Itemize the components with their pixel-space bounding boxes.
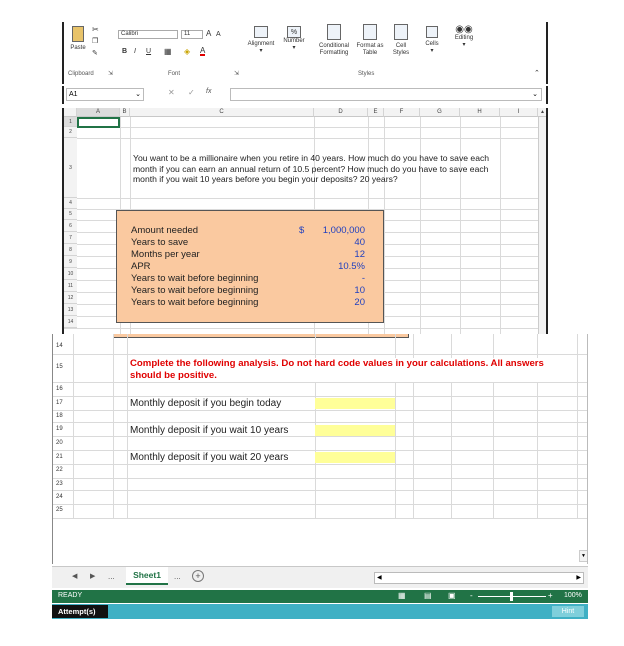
attempts-label: Attempt(s) bbox=[52, 605, 108, 618]
column-header-a[interactable]: A bbox=[77, 108, 120, 117]
cell-styles-button[interactable]: Cell Styles bbox=[388, 24, 414, 57]
row-header[interactable]: 24 bbox=[56, 494, 63, 500]
column-header-i[interactable]: I bbox=[500, 108, 538, 117]
row-header[interactable]: 23 bbox=[56, 481, 63, 487]
gridline bbox=[53, 410, 588, 411]
scroll-right-icon[interactable]: ▶ bbox=[576, 575, 581, 581]
gridline bbox=[420, 117, 421, 334]
row-header[interactable]: 13 bbox=[64, 304, 77, 316]
row-header[interactable]: 3 bbox=[64, 138, 77, 198]
gridline bbox=[53, 382, 588, 383]
fx-icon[interactable]: fx bbox=[206, 88, 212, 95]
bold-button[interactable]: B bbox=[122, 48, 128, 55]
prev-sheet-icon[interactable]: ◀ bbox=[72, 573, 78, 580]
more-sheets-left[interactable]: ... bbox=[108, 572, 115, 581]
scroll-up-icon[interactable]: ▲ bbox=[538, 108, 548, 117]
tab-sheet1[interactable]: Sheet1 bbox=[126, 567, 168, 585]
grow-font-button[interactable]: A bbox=[206, 29, 212, 38]
problem-statement: You want to be a millionaire when you retire in 40 years. How much do you have to save each month if you can earn an annual return of 10.5 percent? How much do you have to save each month if you wait 10 years before you begin your deposits? 20 years? bbox=[133, 153, 490, 184]
input-value[interactable]: 40 bbox=[354, 237, 365, 248]
gridline bbox=[53, 436, 588, 437]
input-label: APR bbox=[131, 261, 151, 272]
answer-cell-20-years[interactable] bbox=[315, 452, 395, 463]
row-header[interactable]: 22 bbox=[56, 467, 63, 473]
number-button[interactable]: % Number ▾ bbox=[280, 26, 308, 52]
currency-symbol: $ bbox=[299, 225, 305, 236]
input-box-bottom-edge bbox=[113, 334, 409, 338]
row-header[interactable]: 5 bbox=[64, 209, 77, 220]
group-font-label: Font bbox=[168, 71, 181, 77]
format-as-table-button[interactable]: Format as Table bbox=[356, 24, 384, 57]
conditional-formatting-button[interactable]: Conditional Formatting bbox=[314, 24, 354, 57]
font-launcher-icon[interactable]: ⇲ bbox=[234, 71, 240, 77]
vertical-scrollbar[interactable] bbox=[538, 117, 548, 334]
select-all-corner[interactable] bbox=[64, 108, 77, 117]
input-label: Years to wait before beginning bbox=[131, 285, 259, 296]
name-box[interactable]: A1 ⌄ bbox=[66, 88, 144, 101]
clipboard-launcher-icon[interactable]: ⇲ bbox=[108, 71, 114, 77]
cells-icon bbox=[426, 26, 438, 38]
input-value[interactable]: 12 bbox=[354, 249, 365, 260]
analysis-label-today: Monthly deposit if you begin today bbox=[130, 398, 282, 409]
next-sheet-icon[interactable]: ▶ bbox=[90, 573, 96, 580]
answer-cell-10-years[interactable] bbox=[315, 425, 395, 436]
cut-icon[interactable]: ✂ bbox=[92, 25, 99, 34]
instruction-text: Complete the following analysis. Do not hard code values in your calculations. All answers should be positive. bbox=[130, 358, 550, 382]
gridline bbox=[53, 354, 588, 355]
zoom-level: 100% bbox=[564, 592, 582, 599]
chevron-down-icon: ⌄ bbox=[135, 91, 141, 98]
gridline bbox=[53, 518, 588, 519]
row-header[interactable]: 1 bbox=[64, 117, 77, 127]
borders-icon[interactable]: ▦ bbox=[164, 47, 172, 56]
sheet-tab-bar bbox=[52, 566, 588, 588]
row-header[interactable]: 12 bbox=[64, 292, 77, 304]
normal-view-icon[interactable]: ▦ bbox=[398, 591, 406, 600]
status-bar bbox=[52, 590, 588, 603]
status-ready: READY bbox=[58, 592, 83, 599]
input-label: Years to wait before beginning bbox=[131, 273, 259, 284]
row-header[interactable]: 17 bbox=[56, 400, 63, 406]
cell-a1-selected[interactable] bbox=[77, 117, 120, 128]
italic-button[interactable]: I bbox=[134, 48, 136, 55]
input-value[interactable]: 10.5% bbox=[338, 261, 365, 272]
gridline bbox=[460, 117, 461, 334]
row-header[interactable]: 10 bbox=[64, 268, 77, 280]
analysis-label-10-years: Monthly deposit if you wait 10 years bbox=[130, 425, 289, 436]
row-header[interactable]: 18 bbox=[56, 413, 63, 419]
input-value[interactable]: - bbox=[361, 273, 365, 284]
row-header[interactable]: 8 bbox=[64, 244, 77, 256]
gridline bbox=[53, 504, 588, 505]
row-header[interactable]: 4 bbox=[64, 198, 77, 209]
gridline bbox=[64, 328, 538, 329]
font-name-select[interactable]: Calibri bbox=[118, 30, 178, 39]
alignment-button[interactable]: Alignment ▾ bbox=[244, 26, 278, 55]
row-header[interactable]: 7 bbox=[64, 232, 77, 244]
zoom-out-button[interactable]: - bbox=[470, 591, 473, 600]
gridline bbox=[64, 138, 538, 139]
ribbon bbox=[62, 22, 548, 84]
zoom-slider-handle[interactable] bbox=[510, 592, 513, 601]
gridline bbox=[53, 422, 588, 423]
editing-button[interactable]: ◉◉ Editing ▾ bbox=[454, 24, 474, 48]
gridline bbox=[53, 478, 588, 479]
gridline bbox=[53, 450, 588, 451]
gridline bbox=[64, 198, 538, 199]
format-painter-icon[interactable]: ✎ bbox=[92, 50, 98, 57]
copy-icon[interactable]: ❐ bbox=[92, 38, 99, 45]
font-color-button[interactable]: A bbox=[200, 46, 206, 55]
row-header[interactable]: 20 bbox=[56, 440, 63, 446]
input-label: Amount needed bbox=[131, 225, 199, 236]
gridline bbox=[384, 117, 385, 334]
row-header[interactable]: 14 bbox=[64, 316, 77, 328]
group-styles-label: Styles bbox=[358, 71, 375, 77]
column-header-b[interactable]: B bbox=[120, 108, 130, 117]
input-label: Years to wait before beginning bbox=[131, 297, 259, 308]
row-header[interactable]: 16 bbox=[56, 386, 63, 392]
binoculars-icon: ◉◉ bbox=[455, 24, 473, 35]
input-label: Years to save bbox=[131, 237, 189, 248]
horizontal-scrollbar[interactable] bbox=[374, 572, 584, 584]
column-header-e[interactable]: E bbox=[368, 108, 384, 117]
formula-bar bbox=[62, 86, 548, 104]
row-header[interactable]: 14 bbox=[56, 343, 63, 349]
shrink-font-button[interactable]: A bbox=[216, 31, 221, 38]
gridline bbox=[53, 464, 588, 465]
group-clipboard-label: Clipboard bbox=[68, 71, 94, 77]
font-size-select[interactable]: 11 bbox=[181, 30, 203, 39]
answer-cell-today[interactable] bbox=[315, 398, 395, 409]
alignment-icon bbox=[254, 26, 268, 38]
table-icon bbox=[363, 24, 377, 40]
row-header[interactable]: 2 bbox=[64, 127, 77, 138]
row-header[interactable]: 11 bbox=[64, 280, 77, 292]
column-header-d[interactable]: D bbox=[314, 108, 368, 117]
column-header-g[interactable]: G bbox=[420, 108, 460, 117]
enter-icon[interactable]: ✓ bbox=[188, 88, 195, 97]
underline-button[interactable]: U bbox=[146, 48, 152, 55]
row-header[interactable]: 19 bbox=[56, 426, 63, 432]
input-value[interactable]: 1,000,000 bbox=[322, 225, 365, 236]
scroll-down-icon[interactable]: ▼ bbox=[579, 550, 588, 562]
lower-grid bbox=[52, 334, 588, 564]
cancel-icon[interactable]: ✕ bbox=[168, 88, 175, 97]
fill-color-icon[interactable]: ◈ bbox=[184, 47, 191, 56]
paste-button[interactable]: Paste bbox=[68, 26, 88, 52]
input-value[interactable]: 10 bbox=[354, 285, 365, 296]
page-break-icon[interactable]: ▣ bbox=[448, 591, 456, 600]
collapse-ribbon-icon[interactable]: ⌃ bbox=[534, 70, 540, 77]
input-values-box bbox=[116, 210, 384, 323]
page-layout-icon[interactable]: ▤ bbox=[424, 591, 432, 600]
conditional-formatting-icon bbox=[327, 24, 341, 40]
clipboard-icon bbox=[72, 26, 84, 42]
zoom-in-button[interactable]: + bbox=[548, 591, 553, 600]
column-header-c[interactable]: C bbox=[130, 108, 314, 117]
cells-button[interactable]: Cells ▾ bbox=[420, 26, 444, 55]
add-sheet-icon[interactable]: + bbox=[192, 570, 204, 582]
percent-icon: % bbox=[287, 26, 301, 38]
formula-input[interactable] bbox=[230, 88, 542, 101]
input-value[interactable]: 20 bbox=[354, 297, 365, 308]
cell-styles-icon bbox=[394, 24, 408, 40]
column-header-h[interactable]: H bbox=[460, 108, 500, 117]
row-header[interactable]: 25 bbox=[56, 507, 63, 513]
row-header[interactable]: 21 bbox=[56, 454, 63, 460]
hint-button[interactable]: Hint bbox=[552, 606, 584, 617]
row-header[interactable]: 9 bbox=[64, 256, 77, 268]
gridline bbox=[500, 117, 501, 334]
gridline bbox=[53, 396, 588, 397]
row-header[interactable]: 15 bbox=[56, 364, 63, 370]
gridline bbox=[53, 490, 588, 491]
more-sheets-right[interactable]: ... bbox=[174, 572, 181, 581]
expand-formula-icon[interactable]: ⌄ bbox=[532, 91, 538, 98]
gridline bbox=[64, 127, 538, 128]
column-header-f[interactable]: F bbox=[384, 108, 420, 117]
analysis-label-20-years: Monthly deposit if you wait 20 years bbox=[130, 452, 289, 463]
input-label: Months per year bbox=[131, 249, 200, 260]
scroll-left-icon[interactable]: ◀ bbox=[377, 575, 382, 581]
attempt-bar bbox=[52, 604, 588, 619]
row-header[interactable]: 6 bbox=[64, 220, 77, 232]
